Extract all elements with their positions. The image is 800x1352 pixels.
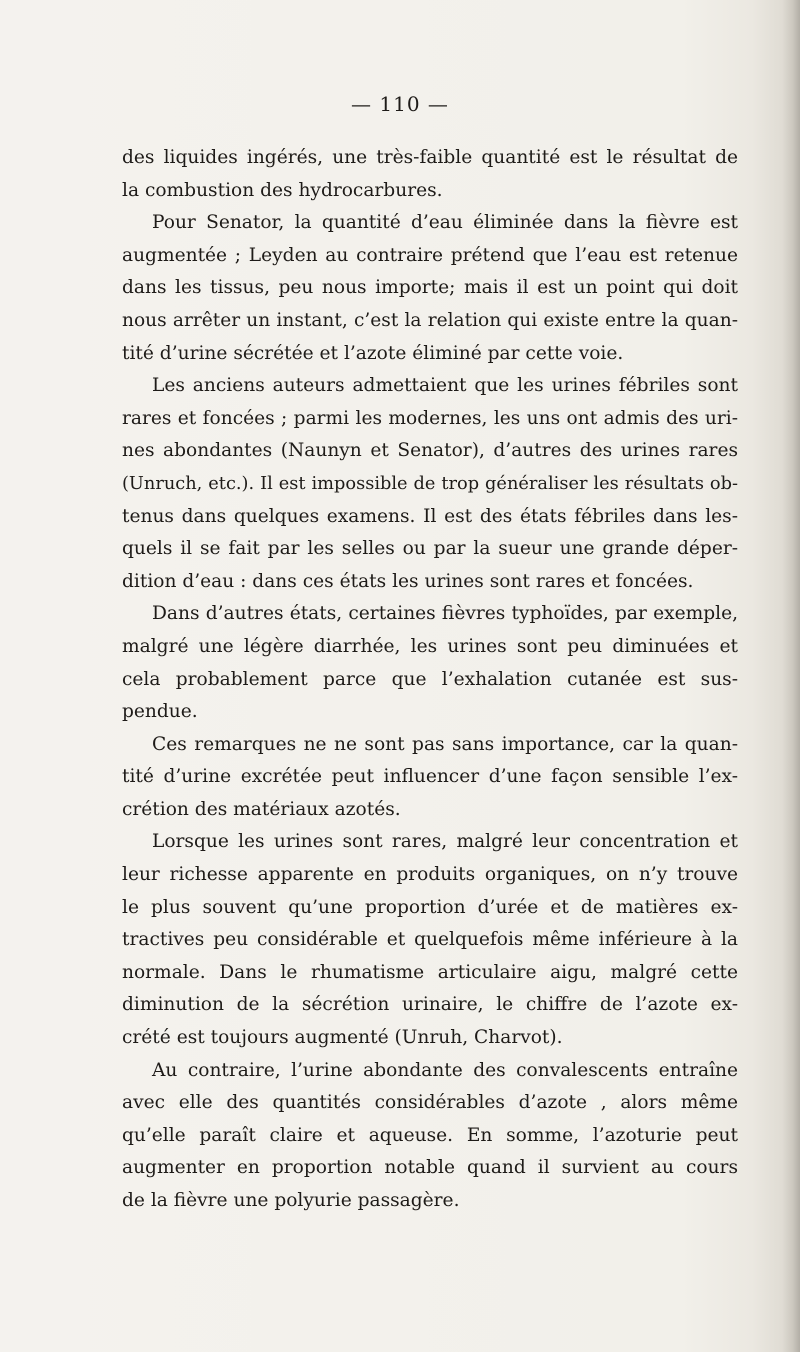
text-line: dans les tissus, peu nous importe; mais il est un point qui doit: [122, 277, 738, 299]
text-line: pendue.: [122, 701, 198, 723]
body-text: [122, 142, 738, 1218]
text-line: avec elle des quantités considérables d’azote , alors même: [122, 1092, 738, 1114]
text-line: nous arrêter un instant, c’est la relation qui existe entre la quan-: [122, 309, 738, 331]
text-line: tenus dans quelques examens. Il est des états fébriles dans les-: [122, 505, 738, 527]
text-line: crétion des matériaux azotés.: [122, 798, 401, 820]
text-line: dition d’eau : dans ces états les urines sont rares et foncées.: [122, 570, 694, 592]
text-line: Pour Senator, la quantité d’eau éliminée dans la fièvre est: [152, 212, 738, 234]
text-line: tité d’urine excrétée peut influencer d’une façon sensible l’ex-: [122, 766, 738, 788]
text-line: cela probablement parce que l’exhalation cutanée est sus-: [122, 668, 738, 690]
text-line: diminution de la sécrétion urinaire, le chiffre de l’azote ex-: [122, 994, 738, 1016]
text-line: quels il se fait par les selles ou par la sueur une grande déper-: [122, 538, 738, 560]
text-line: qu’elle paraît claire et aqueuse. En somme, l’azoturie peut: [122, 1124, 738, 1146]
text-line: le plus souvent qu’une proportion d’urée et de matières ex-: [122, 896, 738, 918]
text-line: de la fièvre une polyurie passagère.: [122, 1190, 460, 1211]
text-line: Lorsque les urines sont rares, malgré leur concentration et: [152, 831, 738, 853]
text-line: Ces remarques ne ne sont pas sans importance, car la quan-: [152, 733, 738, 755]
text-line: la combustion des hydrocarbures.: [122, 179, 443, 201]
text-line: crété est toujours augmenté (Unruh, Charvot).: [122, 1027, 563, 1049]
text-line: des liquides ingérés, une très-faible quantité est le résultat de: [122, 147, 738, 168]
text-line: Au contraire, l’urine abondante des convalescents entraîne: [152, 1059, 738, 1081]
text-line: tité d’urine sécrétée et l’azote éliminé par cette voie.: [122, 342, 624, 364]
text-line: augmentée ; Leyden au contraire prétend que l’eau est retenue: [122, 244, 738, 266]
text-line: (Unruch, etc.). Il est impossible de trop généraliser les résultats ob-: [122, 473, 738, 494]
text-line: normale. Dans le rhumatisme articulaire aigu, malgré cette: [122, 961, 738, 983]
text-line: augmenter en proportion notable quand il survient au cours: [122, 1157, 738, 1179]
text-line: tractives peu considérable et quelquefois même inférieure à la: [122, 929, 738, 951]
page-number-header: — 110 —: [351, 92, 449, 116]
text-line: Les anciens auteurs admettaient que les urines fébriles sont: [152, 375, 738, 397]
page-edge-shadow: [782, 0, 800, 1352]
text-line: rares et foncées ; parmi les modernes, les uns ont admis des uri-: [122, 407, 738, 429]
text-line: malgré une légère diarrhée, les urines sont peu diminuées et: [122, 635, 738, 657]
text-line: leur richesse apparente en produits organiques, on n’y trouve: [122, 864, 738, 886]
text-line: Dans d’autres états, certaines fièvres typhoïdes, par exemple,: [152, 603, 738, 625]
text-line: nes abondantes (Naunyn et Senator), d’autres des urines rares: [122, 440, 738, 462]
